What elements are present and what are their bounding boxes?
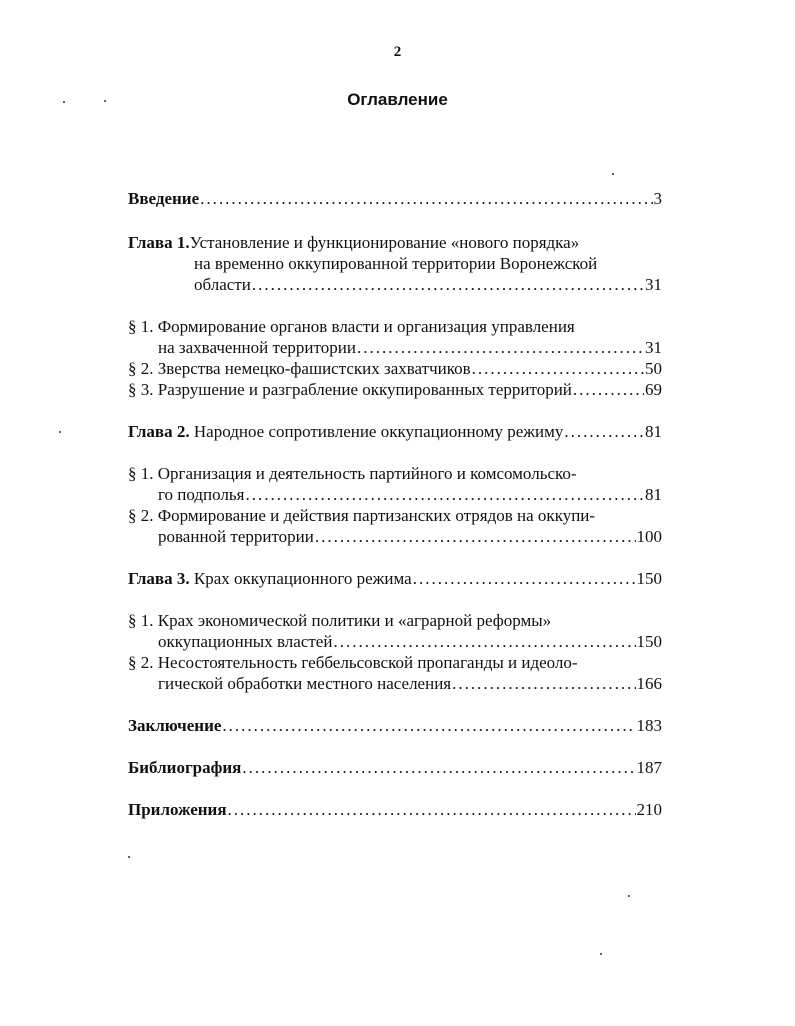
ch3-section-2-line-1: § 2. Несостоятельность геббельсовской пропаганды и идеоло-: [128, 653, 578, 672]
toc-entry-ch2-section-2: [128, 505, 662, 547]
chapter-2-title-line-1: Народное сопротивление оккупационному режиму: [193, 422, 564, 441]
chapter-1-page: 31: [645, 275, 662, 294]
toc-entry-ch2-section-1: [128, 463, 662, 505]
dot-leader: [413, 568, 636, 589]
dot-leader: [228, 799, 636, 820]
ch1-section-1-line-2: на захваченной территории: [158, 338, 356, 357]
scan-speck: [128, 856, 130, 858]
ch3-section-2-line-2: гической обработки местного населения: [158, 674, 452, 693]
toc-entry-bibliography: [128, 757, 662, 778]
dot-leader: [564, 421, 644, 442]
scan-speck: [104, 100, 106, 102]
toc-entry-ch1-section-3: [128, 379, 662, 400]
ch2-section-2-page: 100: [636, 527, 662, 546]
ch1-section-1-line-1: § 1. Формирование органов власти и организация управления: [128, 317, 575, 336]
dot-leader: [573, 379, 644, 400]
toc-entry-ch3-section-1: [128, 610, 662, 652]
toc-entry-conclusion: [128, 715, 662, 736]
ch3-section-2-page: 166: [636, 674, 662, 693]
ch2-section-2-line-1: § 2. Формирование и действия партизанских отрядов на оккупи-: [128, 506, 596, 525]
ch3-section-1-line-2: оккупационных властей: [158, 632, 333, 651]
chapter-3-title-line-1: Крах оккупационного режима: [193, 569, 412, 588]
dot-leader: [357, 337, 644, 358]
toc-entry-chapter-1: [128, 232, 662, 295]
ch2-section-1-line-2: го подполья: [158, 485, 245, 504]
toc-entry-ch1-section-2: [128, 358, 662, 379]
appendix-label: Приложения: [128, 800, 227, 819]
ch1-section-2-line-1: § 2. Зверства немецко-фашистских захватчиков: [128, 359, 471, 378]
ch1-section-2-page: 50: [645, 359, 662, 378]
page-number: 2: [393, 44, 402, 60]
dot-leader: [200, 188, 652, 209]
bibliography-label: Библиография: [128, 758, 242, 777]
dot-leader: [333, 631, 635, 652]
appendix-page: 210: [636, 800, 662, 819]
ch2-section-1-line-1: § 1. Организация и деятельность партийного и комсомольско-: [128, 464, 577, 483]
ch1-section-3-line-1: § 3. Разрушение и разграбление оккупированных территорий: [128, 380, 572, 399]
table-of-contents: [128, 188, 662, 820]
dot-leader: [252, 274, 644, 295]
scan-speck: [59, 431, 61, 433]
scan-speck: [628, 895, 630, 897]
conclusion-page: 183: [636, 716, 662, 735]
dot-leader: [315, 526, 636, 547]
ch3-section-1-page: 150: [636, 632, 662, 651]
dot-leader: [472, 358, 644, 379]
toc-intro-label: Введение: [128, 189, 200, 208]
scan-speck: [63, 101, 65, 103]
ch2-section-1-page: 81: [645, 485, 662, 504]
toc-entry-chapter-2: [128, 421, 662, 442]
scan-speck: [612, 173, 614, 175]
toc-entry-chapter-3: [128, 568, 662, 589]
chapter-1-title-line-2: на временно оккупированной территории Воронежской: [194, 254, 598, 273]
page-title: Оглавление: [347, 90, 448, 109]
chapter-1-title-line-3: области: [194, 275, 251, 294]
ch1-section-1-page: 31: [645, 338, 662, 357]
chapter-1-title-line-1: Установление и функционирование «нового порядка»: [189, 233, 580, 252]
dot-leader: [222, 715, 635, 736]
ch3-section-1-line-1: § 1. Крах экономической политики и «аграрной реформы»: [128, 611, 552, 630]
scan-speck: [600, 953, 602, 955]
ch2-section-2-line-2: рованной территории: [158, 527, 314, 546]
conclusion-label: Заключение: [128, 716, 222, 735]
dot-leader: [246, 484, 645, 505]
dot-leader: [242, 757, 635, 778]
toc-entry-ch1-section-1: [128, 316, 662, 358]
bibliography-page: 187: [636, 758, 662, 777]
dot-leader: [452, 673, 635, 694]
chapter-1-label: Глава 1.: [128, 233, 190, 252]
toc-intro-page: 3: [653, 189, 662, 208]
toc-entry-ch3-section-2: [128, 652, 662, 694]
toc-entry-intro: [128, 188, 662, 209]
ch1-section-3-page: 69: [645, 380, 662, 399]
toc-entry-appendix: [128, 799, 662, 820]
chapter-2-page: 81: [645, 422, 662, 441]
chapter-2-label: Глава 2.: [128, 422, 190, 441]
chapter-3-page: 150: [636, 569, 662, 588]
chapter-3-label: Глава 3.: [128, 569, 190, 588]
